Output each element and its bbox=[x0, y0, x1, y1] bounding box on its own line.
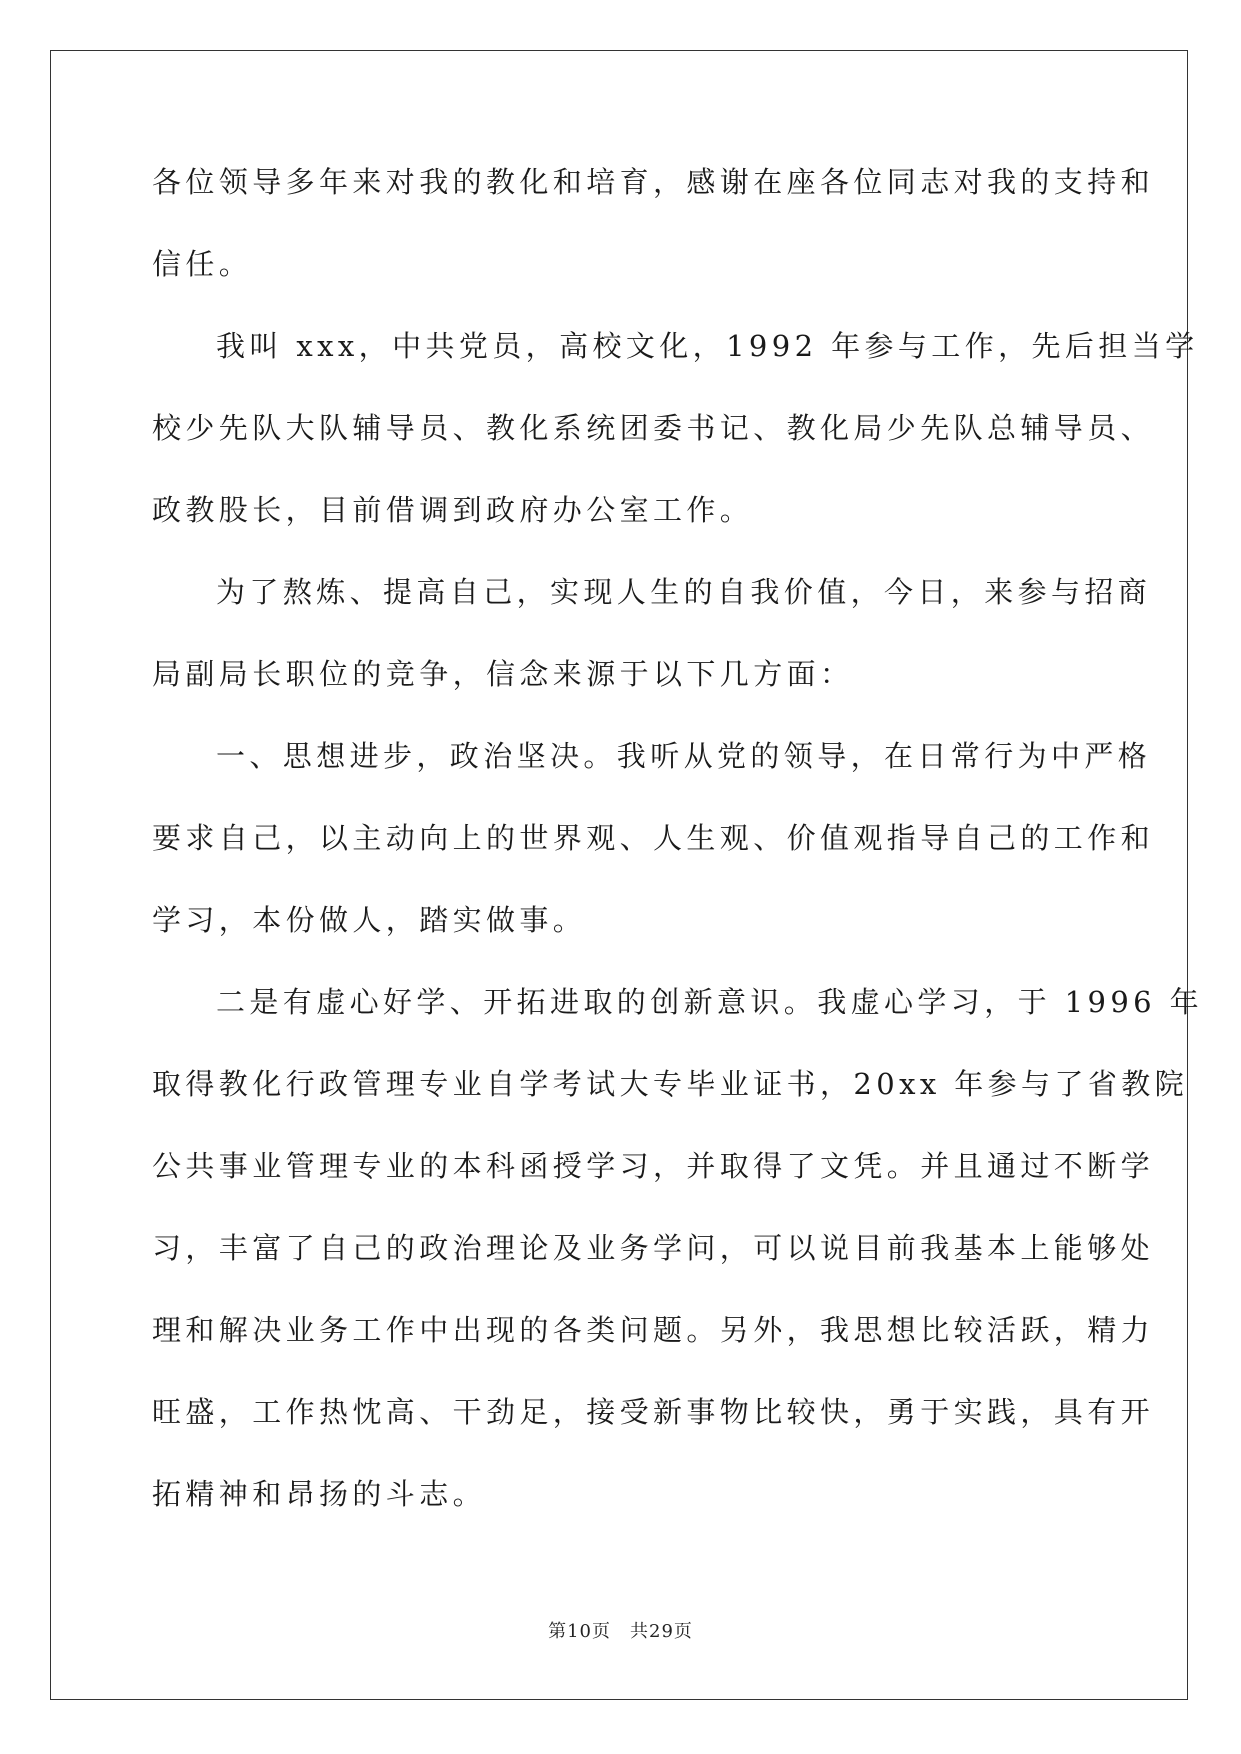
text-line: 校少先队大队辅导员、教化系统团委书记、教化局少先队总辅导员、 bbox=[152, 411, 1155, 445]
text-line: 为了熬炼、提高自己，实现人生的自我价值，今日，来参与招商 bbox=[216, 575, 1152, 609]
text-line: 我叫 xxx，中共党员，高校文化，1992 年参与工作，先后担当学 bbox=[216, 329, 1199, 363]
text-line: 要求自己，以主动向上的世界观、人生观、价值观指导自己的工作和 bbox=[152, 821, 1155, 855]
text-line: 学习，本份做人，踏实做事。 bbox=[152, 903, 587, 937]
document-body bbox=[152, 160, 1204, 1554]
text-line: 信任。 bbox=[152, 247, 253, 281]
text-line: 理和解决业务工作中出现的各类问题。另外，我思想比较活跃，精力 bbox=[152, 1313, 1155, 1347]
text-line: 政教股长，目前借调到政府办公室工作。 bbox=[152, 493, 754, 527]
page-number: 第10页 共29页 bbox=[548, 1621, 693, 1642]
text-line: 公共事业管理专业的本科函授学习，并取得了文凭。并且通过不断学 bbox=[152, 1149, 1155, 1183]
text-line: 二是有虚心好学、开拓进取的创新意识。我虚心学习，于 1996 年 bbox=[216, 985, 1204, 1019]
text-line: 一、思想进步，政治坚决。我听从党的领导，在日常行为中严格 bbox=[216, 739, 1152, 773]
text-line: 各位领导多年来对我的教化和培育，感谢在座各位同志对我的支持和 bbox=[152, 165, 1155, 199]
text-line: 局副局长职位的竞争，信念来源于以下几方面： bbox=[152, 657, 854, 691]
text-line: 习，丰富了自己的政治理论及业务学问，可以说目前我基本上能够处 bbox=[152, 1231, 1155, 1265]
text-line: 旺盛，工作热忱高、干劲足，接受新事物比较快，勇于实践，具有开 bbox=[152, 1395, 1155, 1429]
text-line: 拓精神和昂扬的斗志。 bbox=[152, 1477, 487, 1511]
text-line: 取得教化行政管理专业自学考试大专毕业证书，20xx 年参与了省教院 bbox=[152, 1067, 1189, 1101]
